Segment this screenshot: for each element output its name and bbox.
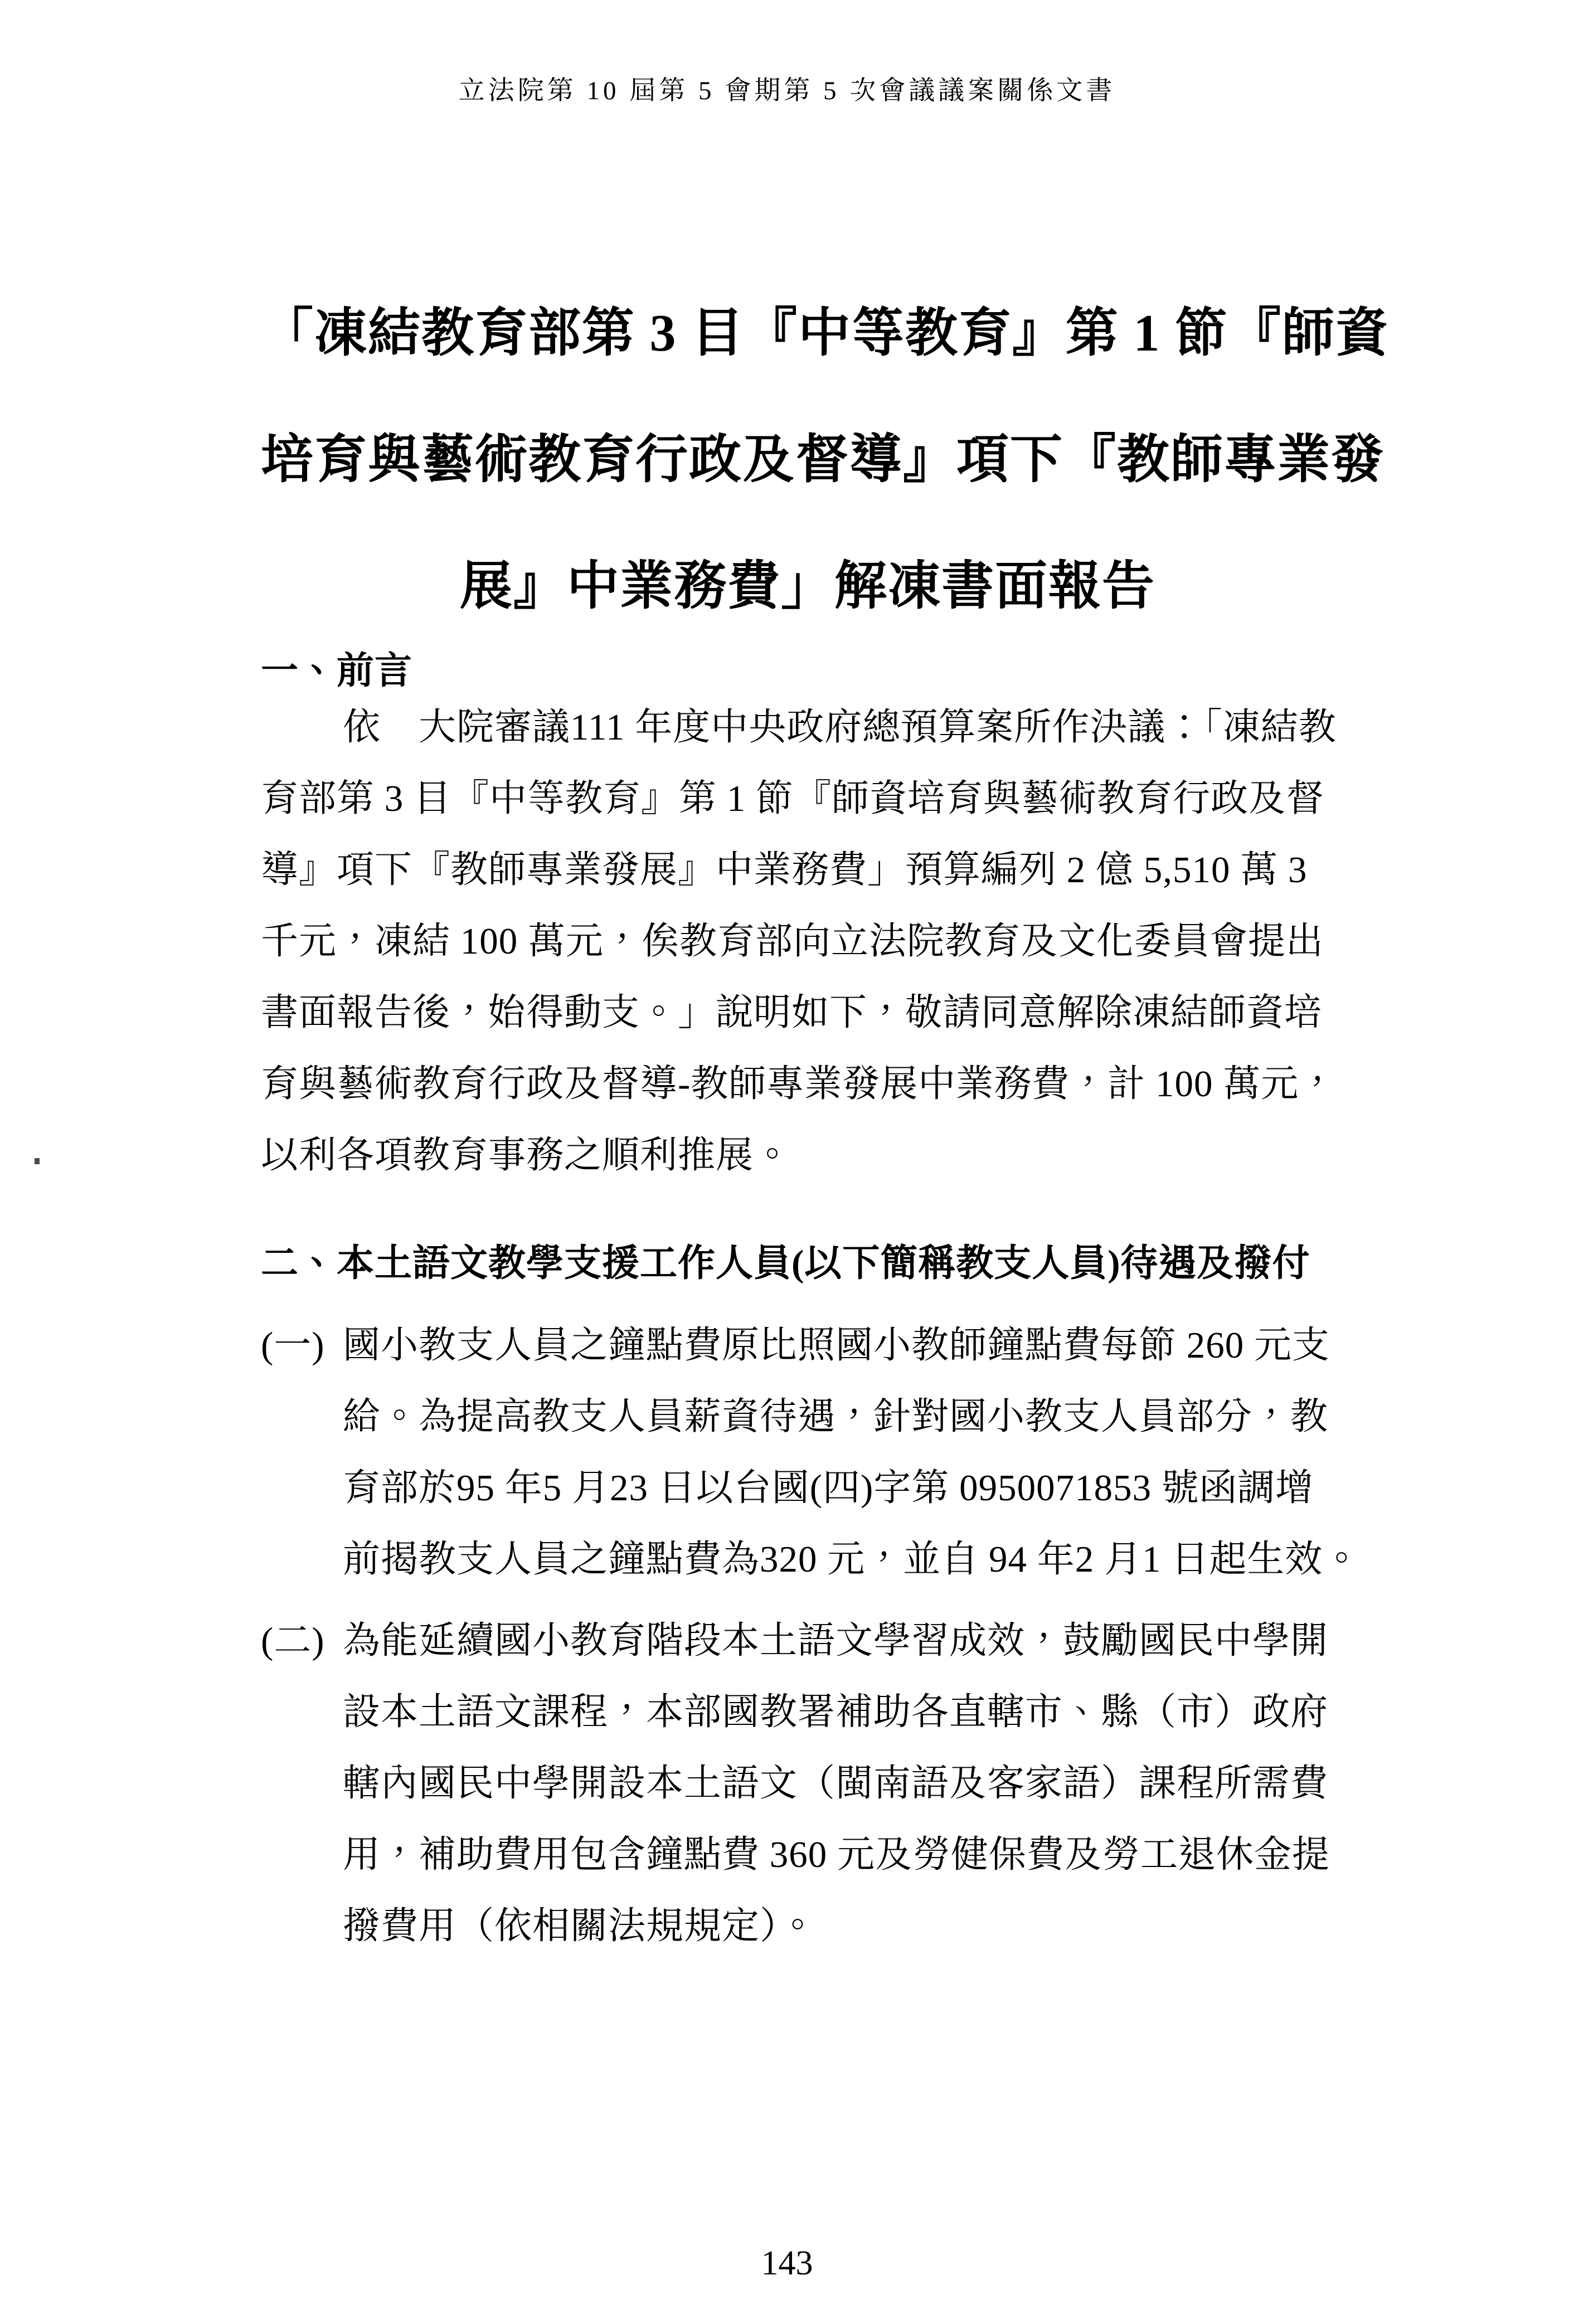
list-item-2-marker: (二) — [261, 1620, 325, 1661]
text-line: 育與藝術教育行政及督導-教師專業發展中業務費，計 100 萬元， — [261, 1063, 1337, 1105]
text-line: 依 大院審議111 年度中央政府總預算案所作決議：「凍結教 — [343, 707, 1337, 748]
text-line: 為能延續國小教育階段本土語文學習成效，鼓勵國民中學開 — [343, 1620, 1328, 1661]
document-content — [261, 304, 1390, 1962]
list-item-1-text — [343, 1310, 1361, 1595]
text-line: 前揭教支人員之鐘點費為320 元，並自 94 年2 月1 日起生效。 — [343, 1539, 1361, 1580]
text-line: 用，補助費用包含鐘點費 360 元及勞健保費及勞工退休金提 — [343, 1834, 1330, 1875]
text-line: 轄內國民中學開設本土語文（閩南語及客家語）課程所需費 — [343, 1763, 1328, 1804]
section-1-paragraph — [261, 692, 1354, 1191]
text-line: 「凍結教育部第 3 目『中等教育』第 1 節『師資 — [261, 304, 1390, 362]
text-line: 展』中業務費」解凍書面報告 — [459, 557, 1155, 615]
text-line: 撥費用（依相關法規規定）。 — [343, 1905, 817, 1947]
text-line: 設本土語文課程，本部國教署補助各直轄市、縣（市）政府 — [343, 1691, 1328, 1733]
text-line: 國小教支人員之鐘點費原比照國小教師鐘點費每節 260 元支 — [343, 1325, 1330, 1366]
scan-artifact-speck — [35, 1158, 40, 1164]
text-line: 育部於95 年5 月23 日以台國(四)字第 0950071853 號函調增 — [343, 1467, 1313, 1509]
document-header: 立法院第 10 屆第 5 會期第 5 次會議議案關係文書 — [458, 76, 1116, 105]
text-line: 書面報告後，始得動支。」說明如下，敬請同意解除凍結師資培 — [261, 992, 1322, 1033]
document-title — [261, 304, 1390, 615]
list-item-1 — [261, 1310, 1361, 1595]
text-line: 以利各項教育事務之順利推展。 — [261, 1135, 791, 1176]
text-line: 培育與藝術教育行政及督導』項下『教師專業發 — [261, 431, 1385, 489]
text-line: 育部第 3 目『中等教育』第 1 節『師資培育與藝術教育行政及督 — [261, 778, 1324, 819]
text-line: 千元，凍結 100 萬元，俟教育部向立法院教育及文化委員會提出 — [261, 921, 1324, 962]
text-line: 導』項下『教師專業發展』中業務費」預算編列 2 億 5,510 萬 3 — [261, 849, 1308, 891]
list-item-2-text — [343, 1605, 1354, 1962]
page-number: 143 — [761, 2244, 813, 2282]
text-line: 給。為提高教支人員薪資待遇，針對國小教支人員部分，教 — [343, 1396, 1328, 1437]
section-1-heading: 一、前言 — [261, 650, 412, 692]
list-item-1-marker: (一) — [261, 1325, 325, 1366]
section-2-heading: 二、本土語文教學支援工作人員(以下簡稱教支人員)待遇及撥付 — [261, 1243, 1310, 1284]
list-item-2 — [261, 1605, 1354, 1962]
